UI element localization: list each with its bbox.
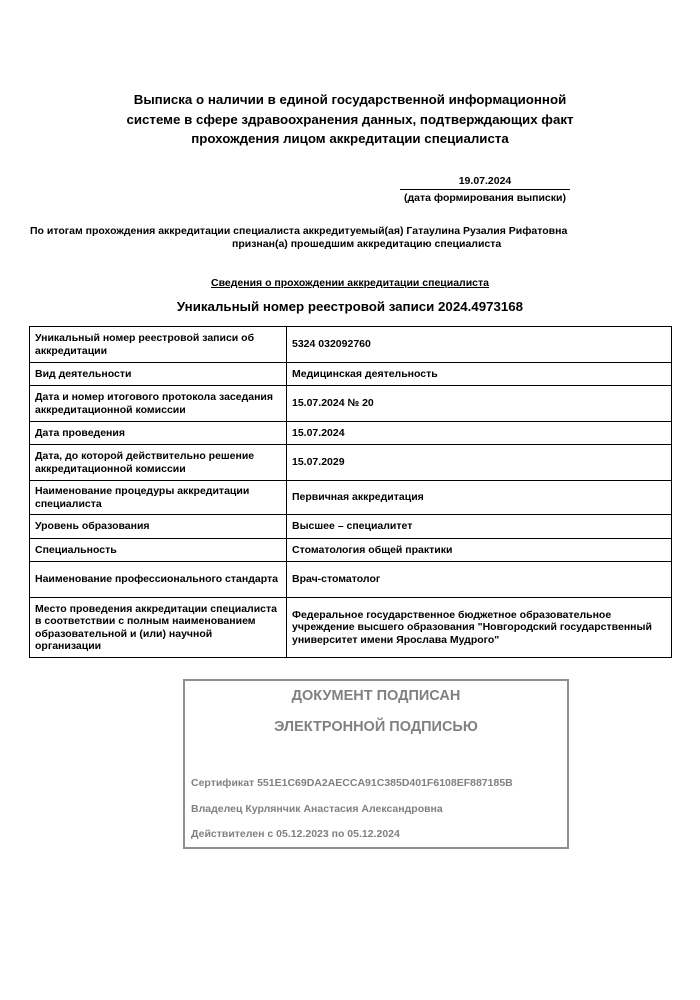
table-row bbox=[30, 386, 672, 422]
table-row bbox=[30, 363, 672, 386]
row-value: Федеральное государственное бюджетное образовательное учреждение высшего образования "Новгородский государственный университет имени Ярослава Мудрого" bbox=[287, 598, 672, 658]
row-value: Стоматология общей практики bbox=[287, 539, 672, 562]
row-value: 15.07.2024 № 20 bbox=[287, 386, 672, 422]
table-row bbox=[30, 481, 672, 515]
row-label: Место проведения аккредитации специалиста в соответствии с полным наименованием образовательной и (или) научной организации bbox=[30, 598, 287, 658]
document-title-line: системе в сфере здравоохранения данных, подтверждающих факт bbox=[126, 111, 574, 127]
row-value: 15.07.2024 bbox=[287, 422, 672, 445]
row-value: 15.07.2029 bbox=[287, 445, 672, 481]
table-row bbox=[30, 515, 672, 539]
table-row bbox=[30, 422, 672, 445]
stamp-certificate: Сертификат 551E1C69DA2AECCA91C385D401F6108EF887185B bbox=[191, 777, 513, 789]
document-title-line: Выписка о наличии в единой государственной информационной bbox=[133, 92, 567, 107]
table-row bbox=[30, 445, 672, 481]
accreditation-info-table bbox=[29, 326, 672, 658]
result-line: По итогам прохождения аккредитации специалиста аккредитуемый(ая) Гатаулина Рузалия Рифатовна bbox=[30, 225, 568, 237]
stamp-owner: Владелец Курлянчик Анастасия Александровна bbox=[191, 803, 443, 815]
row-label: Специальность bbox=[30, 539, 287, 562]
formation-date-value: 19.07.2024 bbox=[400, 175, 570, 190]
row-value: 5324 032092760 bbox=[287, 327, 672, 363]
row-value: Первичная аккредитация bbox=[287, 481, 672, 515]
table-row bbox=[30, 327, 672, 363]
registry-number-heading: Уникальный номер реестровой записи 2024.4973168 bbox=[176, 299, 524, 314]
document-title-line: прохождения лицом аккредитации специалиста bbox=[191, 131, 509, 146]
row-label: Дата и номер итогового протокола заседания аккредитационной комиссии bbox=[30, 386, 287, 422]
row-label: Уровень образования bbox=[30, 515, 287, 539]
electronic-signature-stamp bbox=[183, 679, 569, 849]
stamp-validity: Действителен с 05.12.2023 по 05.12.2024 bbox=[191, 828, 400, 840]
stamp-title-line: ЭЛЕКТРОННОЙ ПОДПИСЬЮ bbox=[274, 719, 478, 735]
section-heading: Сведения о прохождении аккредитации специалиста bbox=[211, 277, 489, 289]
row-value: Врач-стоматолог bbox=[287, 562, 672, 598]
row-label: Дата, до которой действительно решение аккредитационной комиссии bbox=[30, 445, 287, 481]
row-value: Высшее – специалитет bbox=[287, 515, 672, 539]
row-label: Вид деятельности bbox=[30, 363, 287, 386]
formation-date-caption: (дата формирования выписки) bbox=[404, 192, 566, 204]
formation-date-block bbox=[400, 175, 570, 205]
row-label: Уникальный номер реестровой записи об аккредитации bbox=[30, 327, 287, 363]
table-row bbox=[30, 598, 672, 658]
table-row bbox=[30, 539, 672, 562]
result-line: признан(а) прошедшим аккредитацию специалиста bbox=[232, 238, 502, 250]
row-value: Медицинская деятельность bbox=[287, 363, 672, 386]
row-label: Дата проведения bbox=[30, 422, 287, 445]
row-label: Наименование процедуры аккредитации специалиста bbox=[30, 481, 287, 515]
table-row bbox=[30, 562, 672, 598]
stamp-title-line: ДОКУМЕНТ ПОДПИСАН bbox=[291, 688, 461, 704]
row-label: Наименование профессионального стандарта bbox=[30, 562, 287, 598]
document-title bbox=[100, 90, 600, 149]
